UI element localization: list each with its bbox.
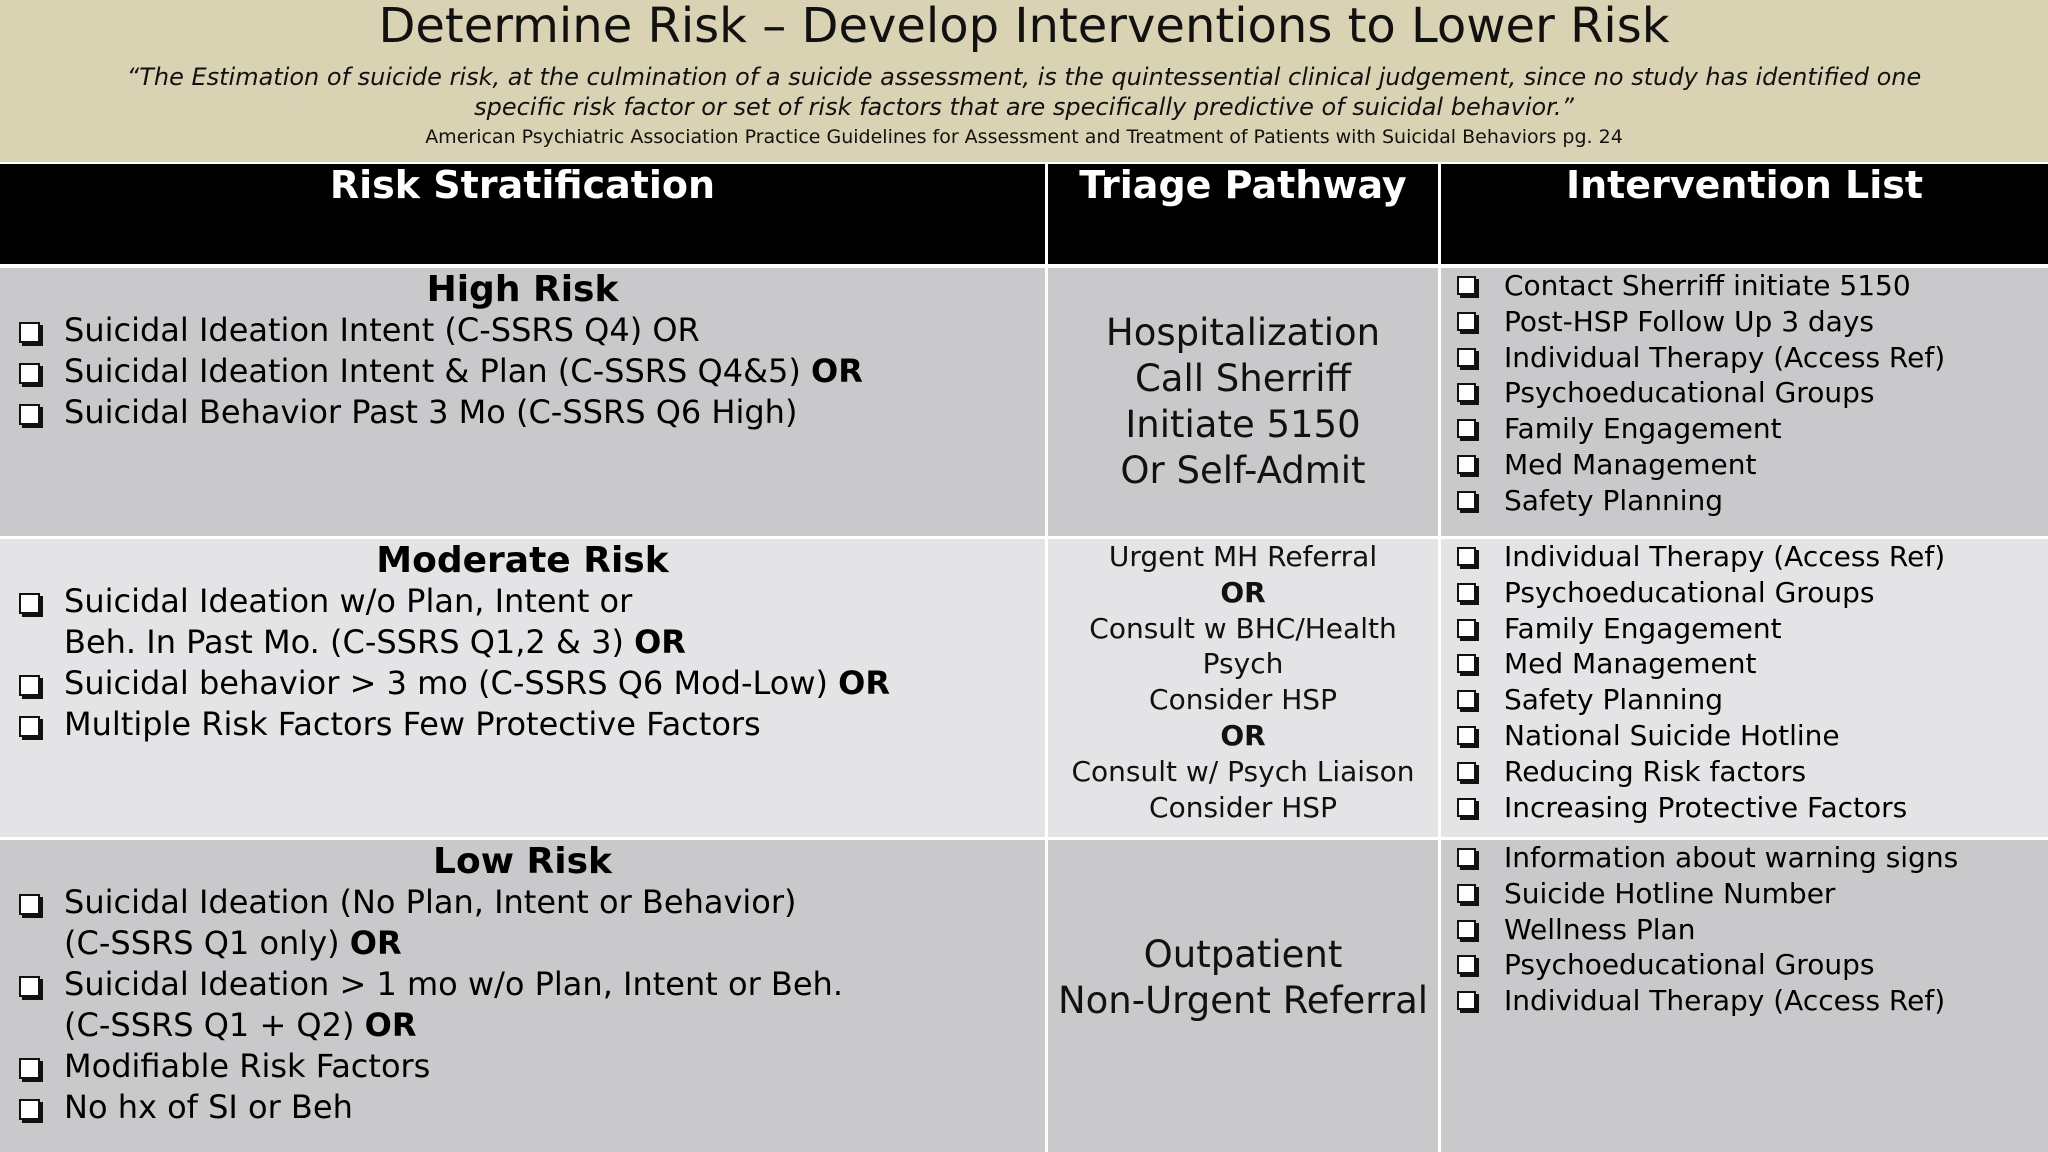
checkbox-icon bbox=[19, 894, 40, 915]
list-item: Reducing Risk factors bbox=[1441, 754, 2048, 790]
list-item: Information about warning signs bbox=[1441, 840, 2048, 876]
list-item: Psychoeducational Groups bbox=[1441, 947, 2048, 983]
moderate-risk-cell bbox=[0, 539, 1045, 837]
checkbox-icon bbox=[1457, 848, 1476, 867]
checkbox-icon bbox=[19, 404, 40, 425]
list-item: Family Engagement bbox=[1441, 411, 2048, 447]
checkbox-icon bbox=[1457, 991, 1476, 1010]
apa-quote: “The Estimation of suicide risk, at the culmination of a suicide assessment, is the quintessential clinical judgement, since no study has identified one specific risk factor or set of risk factors that are specifically predictive of suicidal behavior.” bbox=[126, 63, 1922, 121]
list-item: Modifiable Risk Factors bbox=[0, 1046, 1045, 1087]
list-item: Suicidal Ideation > 1 mo w/o Plan, Intent or Beh. bbox=[0, 964, 1045, 1005]
header-intervention-list: Intervention List bbox=[1441, 164, 2048, 264]
checkbox-icon bbox=[19, 716, 40, 737]
high-risk-cell bbox=[0, 268, 1045, 536]
list-item: Safety Planning bbox=[1441, 682, 2048, 718]
low-risk-title: Low Risk bbox=[433, 841, 612, 882]
list-item: Individual Therapy (Access Ref) bbox=[1441, 340, 2048, 376]
list-item-continuation: (C-SSRS Q1 + Q2) OR bbox=[64, 1006, 417, 1044]
moderate-risk-triage: Urgent MH Referral OR Consult w BHC/Health Psych Consider HSP OR Consult w/ Psych Liaison Consider HSP bbox=[1048, 539, 1438, 837]
checkbox-icon bbox=[19, 322, 40, 343]
moderate-risk-interventions bbox=[1441, 539, 2048, 837]
list-item: Individual Therapy (Access Ref) bbox=[1441, 983, 2048, 1019]
list-item: Safety Planning bbox=[1441, 483, 2048, 519]
header-risk-stratification: Risk Stratification bbox=[0, 164, 1045, 264]
checkbox-icon bbox=[1457, 348, 1476, 367]
low-risk-criteria bbox=[0, 882, 1045, 1128]
list-item: Wellness Plan bbox=[1441, 912, 2048, 948]
moderate-risk-criteria bbox=[0, 581, 1045, 745]
checkbox-icon bbox=[1457, 654, 1476, 673]
high-risk-interventions bbox=[1441, 268, 2048, 536]
list-item: Suicidal Behavior Past 3 Mo (C-SSRS Q6 High) bbox=[0, 392, 1045, 433]
checkbox-icon bbox=[1457, 619, 1476, 638]
title-banner bbox=[0, 0, 2048, 162]
checkbox-icon bbox=[19, 593, 40, 614]
low-risk-triage: Outpatient Non-Urgent Referral bbox=[1048, 840, 1438, 1152]
list-item: Suicidal Ideation (No Plan, Intent or Behavior) bbox=[0, 882, 1045, 923]
list-item: Suicidal behavior > 3 mo (C-SSRS Q6 Mod-Low) OR bbox=[0, 663, 1045, 704]
list-item: Psychoeducational Groups bbox=[1441, 375, 2048, 411]
list-item: Med Management bbox=[1441, 646, 2048, 682]
checkbox-icon bbox=[1457, 762, 1476, 781]
checkbox-icon bbox=[1457, 955, 1476, 974]
checkbox-icon bbox=[1457, 798, 1476, 817]
checkbox-icon bbox=[19, 976, 40, 997]
checkbox-icon bbox=[1457, 920, 1476, 939]
list-item: Suicidal Ideation w/o Plan, Intent or bbox=[0, 581, 1045, 622]
checkbox-icon bbox=[19, 363, 40, 384]
page-title: Determine Risk – Develop Interventions to Lower Risk bbox=[378, 0, 1670, 54]
list-item: Suicidal Ideation Intent (C-SSRS Q4) OR bbox=[0, 310, 1045, 351]
list-item: Contact Sherriff initiate 5150 bbox=[1441, 268, 2048, 304]
list-item: Psychoeducational Groups bbox=[1441, 575, 2048, 611]
list-item: Increasing Protective Factors bbox=[1441, 790, 2048, 826]
checkbox-icon bbox=[1457, 455, 1476, 474]
checkbox-icon bbox=[1457, 547, 1476, 566]
list-item-continuation: (C-SSRS Q1 only) OR bbox=[64, 924, 402, 962]
quote-citation: American Psychiatric Association Practice Guidelines for Assessment and Treatment of Patients with Suicidal Behaviors pg. 24 bbox=[425, 126, 1623, 148]
checkbox-icon bbox=[19, 1099, 40, 1120]
checkbox-icon bbox=[19, 1058, 40, 1079]
moderate-risk-title: Moderate Risk bbox=[376, 540, 669, 581]
list-item: Post-HSP Follow Up 3 days bbox=[1441, 304, 2048, 340]
list-item: Med Management bbox=[1441, 447, 2048, 483]
checkbox-icon bbox=[1457, 312, 1476, 331]
list-item: National Suicide Hotline bbox=[1441, 718, 2048, 754]
checkbox-icon bbox=[1457, 491, 1476, 510]
checkbox-icon bbox=[1457, 884, 1476, 903]
checkbox-icon bbox=[1457, 583, 1476, 602]
checkbox-icon bbox=[1457, 276, 1476, 295]
list-item: Suicidal Ideation Intent & Plan (C-SSRS Q4&5) OR bbox=[0, 351, 1045, 392]
high-risk-criteria bbox=[0, 310, 1045, 433]
list-item: No hx of SI or Beh bbox=[0, 1087, 1045, 1128]
checkbox-icon bbox=[1457, 419, 1476, 438]
list-item: Multiple Risk Factors Few Protective Factors bbox=[0, 704, 1045, 745]
list-item: Individual Therapy (Access Ref) bbox=[1441, 539, 2048, 575]
checkbox-icon bbox=[1457, 383, 1476, 402]
list-item-continuation: Beh. In Past Mo. (C-SSRS Q1,2 & 3) OR bbox=[64, 623, 686, 661]
checkbox-icon bbox=[1457, 726, 1476, 745]
checkbox-icon bbox=[19, 675, 40, 696]
high-risk-triage: Hospitalization Call Sherriff Initiate 5150 Or Self-Admit bbox=[1048, 268, 1438, 536]
risk-table bbox=[0, 164, 2048, 1152]
list-item: Suicide Hotline Number bbox=[1441, 876, 2048, 912]
low-risk-interventions bbox=[1441, 840, 2048, 1152]
high-risk-title: High Risk bbox=[426, 269, 619, 310]
header-triage-pathway: Triage Pathway bbox=[1048, 164, 1438, 264]
low-risk-cell bbox=[0, 840, 1045, 1152]
list-item: Family Engagement bbox=[1441, 611, 2048, 647]
checkbox-icon bbox=[1457, 690, 1476, 709]
